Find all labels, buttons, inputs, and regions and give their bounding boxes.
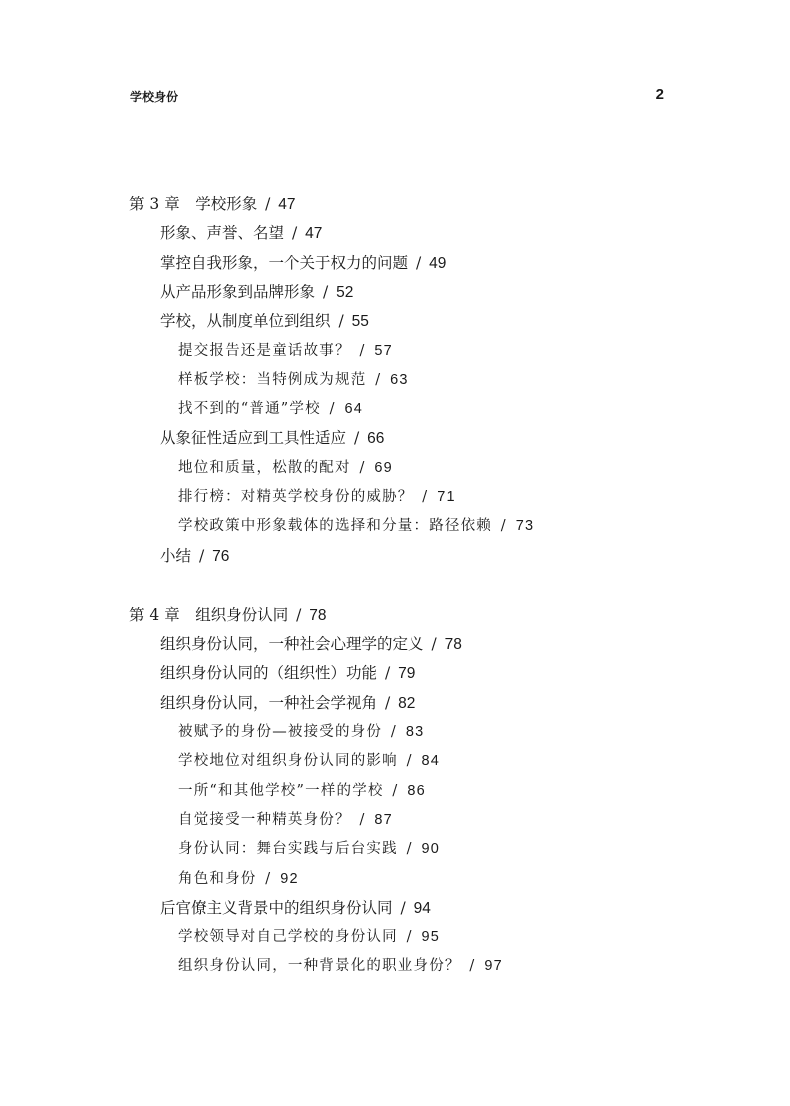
toc-section bbox=[160, 222, 322, 245]
toc-entry-title: 掌控自我形象，一个关于权力的问题 bbox=[160, 254, 409, 272]
toc-separator: / bbox=[463, 958, 482, 974]
toc-page-number: 78 bbox=[444, 636, 462, 653]
toc-subsection bbox=[178, 809, 393, 831]
toc-entry-title: 从产品形象到品牌形象 bbox=[160, 283, 316, 301]
toc-separator: / bbox=[380, 664, 396, 682]
toc-page-number: 47 bbox=[305, 225, 323, 242]
toc-separator: / bbox=[260, 195, 276, 213]
toc-entry-title: 组织身份认同，一种背景化的职业身份？ bbox=[178, 958, 461, 974]
toc-separator: / bbox=[411, 254, 427, 272]
toc-entry-title: 从象征性适应到工具性适应 bbox=[160, 429, 347, 447]
toc-entry-title: 提交报告还是童话故事？ bbox=[178, 343, 351, 359]
toc-separator: / bbox=[395, 899, 411, 917]
toc-separator: / bbox=[426, 635, 442, 653]
toc-separator: / bbox=[353, 812, 372, 828]
toc-chapter bbox=[129, 604, 327, 627]
toc-separator: / bbox=[380, 694, 396, 712]
toc-section bbox=[160, 633, 462, 656]
toc-subsection bbox=[178, 486, 456, 508]
toc-page-number: 66 bbox=[367, 430, 385, 447]
toc-page-number: 52 bbox=[336, 284, 354, 301]
toc-page-number: 49 bbox=[429, 255, 447, 272]
toc-subsection bbox=[178, 721, 424, 743]
toc-separator: / bbox=[259, 871, 278, 887]
toc-separator: / bbox=[349, 429, 365, 447]
toc-separator: / bbox=[353, 343, 372, 359]
toc-separator: / bbox=[416, 489, 435, 505]
toc-page-number: 84 bbox=[421, 753, 441, 769]
toc-section bbox=[160, 252, 446, 275]
toc-separator: / bbox=[495, 518, 513, 534]
toc-entry-title: 排行榜：对精英学校身份的威胁？ bbox=[178, 489, 414, 505]
toc-subsection bbox=[178, 340, 393, 362]
toc-entry-title: 组织身份认同，一种社会心理学的定义 bbox=[160, 635, 424, 653]
toc-page-number: 95 bbox=[421, 929, 441, 945]
toc-entry-title: 学校领导对自己学校的身份认同 bbox=[178, 929, 398, 945]
toc-subsection bbox=[178, 369, 409, 391]
toc-section bbox=[160, 897, 431, 920]
toc-section bbox=[160, 692, 415, 715]
toc-entry-title: 形象、声誉、名望 bbox=[160, 224, 285, 242]
toc-separator: / bbox=[385, 724, 403, 740]
running-header bbox=[130, 88, 664, 108]
toc-page-number: 87 bbox=[374, 812, 393, 828]
toc-page-number: 78 bbox=[309, 607, 327, 624]
toc-entry-title: 角色和身份 bbox=[178, 871, 257, 887]
toc-page-number: 71 bbox=[437, 489, 456, 505]
toc-page-number: 64 bbox=[344, 401, 364, 417]
toc-entry-title: 学校地位对组织身份认同的影响 bbox=[178, 753, 398, 769]
toc-entry-title: 组织身份认同的（组织性）功能 bbox=[160, 664, 378, 682]
toc-separator: / bbox=[400, 841, 419, 857]
toc-separator: / bbox=[194, 547, 210, 565]
toc-subsection bbox=[178, 868, 299, 890]
toc-page-number: 97 bbox=[484, 958, 503, 974]
toc-separator: / bbox=[353, 460, 372, 476]
toc-separator: / bbox=[287, 224, 303, 242]
toc-page-number: 83 bbox=[405, 724, 425, 740]
toc-page-number: 55 bbox=[351, 313, 369, 330]
toc-page-number: 79 bbox=[398, 665, 416, 682]
running-header-title: 学校身份 bbox=[130, 90, 179, 104]
toc-page-number: 82 bbox=[398, 695, 416, 712]
toc-section bbox=[160, 662, 415, 685]
toc-separator: / bbox=[291, 606, 307, 624]
toc-section bbox=[160, 427, 384, 450]
toc-page-number: 73 bbox=[515, 518, 535, 534]
toc-entry-title: 地位和质量，松散的配对 bbox=[178, 460, 351, 476]
toc-entry-title: 找不到的“普通”学校 bbox=[178, 401, 321, 417]
toc-page-number: 76 bbox=[212, 548, 230, 565]
toc-entry-title: 小结 bbox=[160, 547, 192, 565]
toc-page-number: 92 bbox=[280, 871, 299, 887]
toc-page-number: 94 bbox=[413, 900, 431, 917]
toc-entry-title: 自觉接受一种精英身份？ bbox=[178, 812, 351, 828]
toc-entry-title: 身份认同：舞台实践与后台实践 bbox=[178, 841, 398, 857]
toc-separator: / bbox=[400, 753, 419, 769]
toc-page-number: 63 bbox=[390, 372, 409, 388]
toc-entry-title: 学校政策中形象载体的选择和分量：路径依赖 bbox=[178, 518, 492, 534]
toc-section bbox=[160, 281, 353, 304]
toc-subsection bbox=[178, 780, 426, 802]
toc-page-number: 69 bbox=[374, 460, 393, 476]
toc-separator: / bbox=[323, 401, 342, 417]
toc-page-number: 90 bbox=[421, 841, 441, 857]
toc-subsection bbox=[178, 926, 440, 948]
toc-entry-title: 第 4 章 组织身份认同 bbox=[129, 606, 289, 624]
toc-entry-title: 被赋予的身份—被接受的身份 bbox=[178, 724, 383, 740]
toc-page-number: 86 bbox=[407, 783, 426, 799]
toc-entry-title: 组织身份认同，一种社会学视角 bbox=[160, 694, 378, 712]
toc-separator: / bbox=[369, 372, 388, 388]
toc-entry-title: 一所“和其他学校”一样的学校 bbox=[178, 783, 384, 799]
toc-subsection bbox=[178, 750, 440, 772]
page-number: 2 bbox=[655, 86, 664, 103]
toc-entry-title: 学校，从制度单位到组织 bbox=[160, 312, 331, 330]
toc-chapter bbox=[129, 193, 296, 216]
toc-subsection bbox=[178, 838, 440, 860]
toc-entry-title: 样板学校：当特例成为规范 bbox=[178, 372, 367, 388]
toc-section bbox=[160, 310, 369, 333]
toc-page-number: 47 bbox=[278, 196, 296, 213]
toc-page-number: 57 bbox=[374, 343, 393, 359]
toc-subsection bbox=[178, 457, 393, 479]
toc-entry-title: 后官僚主义背景中的组织身份认同 bbox=[160, 899, 393, 917]
toc-subsection bbox=[178, 955, 503, 977]
toc-subsection bbox=[178, 398, 363, 420]
toc-subsection bbox=[178, 515, 534, 537]
toc-separator: / bbox=[318, 283, 334, 301]
toc-separator: / bbox=[386, 783, 405, 799]
toc-separator: / bbox=[333, 312, 349, 330]
toc-entry-title: 第 3 章 学校形象 bbox=[129, 195, 258, 213]
toc-section bbox=[160, 545, 229, 568]
toc-separator: / bbox=[400, 929, 419, 945]
